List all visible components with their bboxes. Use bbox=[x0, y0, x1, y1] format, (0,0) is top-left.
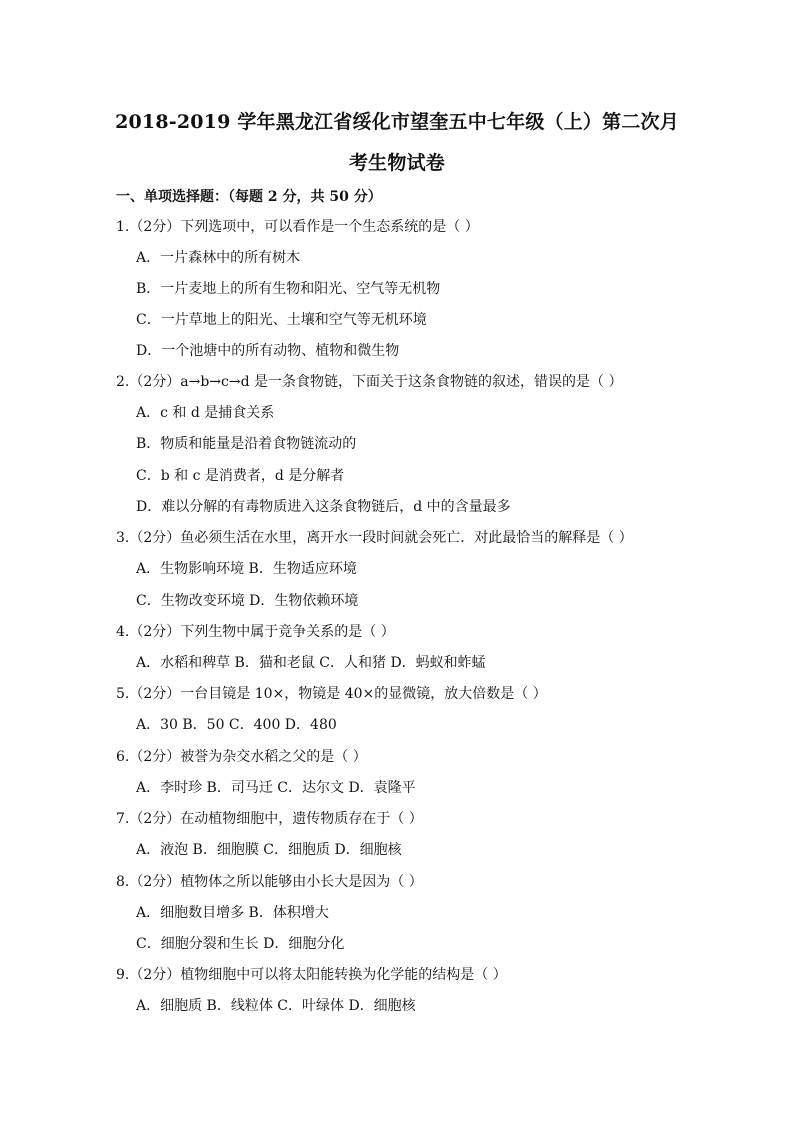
question-2-option-d: D．难以分解的有毒物质进入这条食物链后，d 中的含量最多 bbox=[136, 499, 511, 515]
question-1-option-c: C．一片草地上的阳光、土壤和空气等无机环境 bbox=[136, 312, 427, 328]
question-6-stem: 6.（2分）被誉为杂交水稻之父的是（ ） bbox=[116, 749, 367, 765]
question-8-options-cd: C．细胞分裂和生长 D．细胞分化 bbox=[136, 936, 345, 952]
question-9-options: A．细胞质 B．线粒体 C．叶绿体 D．细胞核 bbox=[136, 998, 416, 1014]
question-5-options: A．30 B．50 C．400 D．480 bbox=[136, 717, 337, 733]
question-5-stem: 5.（2分）一台目镜是 10×，物镜是 40×的显微镜，放大倍数是（ ） bbox=[116, 686, 547, 702]
question-9-stem: 9.（2分）植物细胞中可以将太阳能转换为化学能的结构是（ ） bbox=[116, 967, 507, 983]
question-6-options: A．李时珍 B．司马迁 C．达尔文 D．袁隆平 bbox=[136, 780, 416, 796]
document-title-line-1: 2018-2019 学年黑龙江省绥化市望奎五中七年级（上）第二次月 bbox=[115, 111, 679, 133]
question-3-stem: 3.（2分）鱼必须生活在水里，离开水一段时间就会死亡．对此最恰当的解释是（ ） bbox=[116, 530, 633, 546]
document-title-line-2: 考生物试卷 bbox=[348, 152, 445, 174]
question-8-stem: 8.（2分）植物体之所以能够由小长大是因为（ ） bbox=[116, 874, 423, 890]
question-2-stem: 2.（2分）a→b→c→d 是一条食物链，下面关于这条食物链的叙述，错误的是（ ） bbox=[116, 374, 623, 390]
section-heading: 一、单项选择题：（每题 2 分，共 50 分） bbox=[116, 189, 382, 205]
question-1-option-b: B．一片麦地上的所有生物和阳光、空气等无机物 bbox=[136, 281, 441, 297]
question-1-option-a: A．一片森林中的所有树木 bbox=[136, 250, 301, 266]
question-1-stem: 1.（2分）下列选项中，可以看作是一个生态系统的是（ ） bbox=[116, 219, 479, 235]
question-7-stem: 7.（2分）在动植物细胞中，遗传物质存在于（ ） bbox=[116, 811, 423, 827]
question-7-options: A．液泡 B．细胞膜 C．细胞质 D．细胞核 bbox=[136, 842, 402, 858]
question-4-options: A．水稻和稗草 B．猫和老鼠 C．人和猪 D．蚂蚁和蚱蜢 bbox=[136, 655, 486, 671]
question-2-option-b: B．物质和能量是沿着食物链流动的 bbox=[136, 436, 357, 452]
question-2-option-a: A．c 和 d 是捕食关系 bbox=[136, 405, 275, 421]
question-4-stem: 4.（2分）下列生物中属于竞争关系的是（ ） bbox=[116, 624, 395, 640]
question-1-option-d: D．一个池塘中的所有动物、植物和微生物 bbox=[136, 343, 400, 359]
question-8-options-ab: A．细胞数目增多 B．体积增大 bbox=[136, 905, 329, 921]
question-2-option-c: C．b 和 c 是消费者，d 是分解者 bbox=[136, 468, 345, 484]
question-3-options-cd: C．生物改变环境 D．生物依赖环境 bbox=[136, 593, 359, 609]
question-3-options-ab: A．生物影响环境 B．生物适应环境 bbox=[136, 561, 357, 577]
